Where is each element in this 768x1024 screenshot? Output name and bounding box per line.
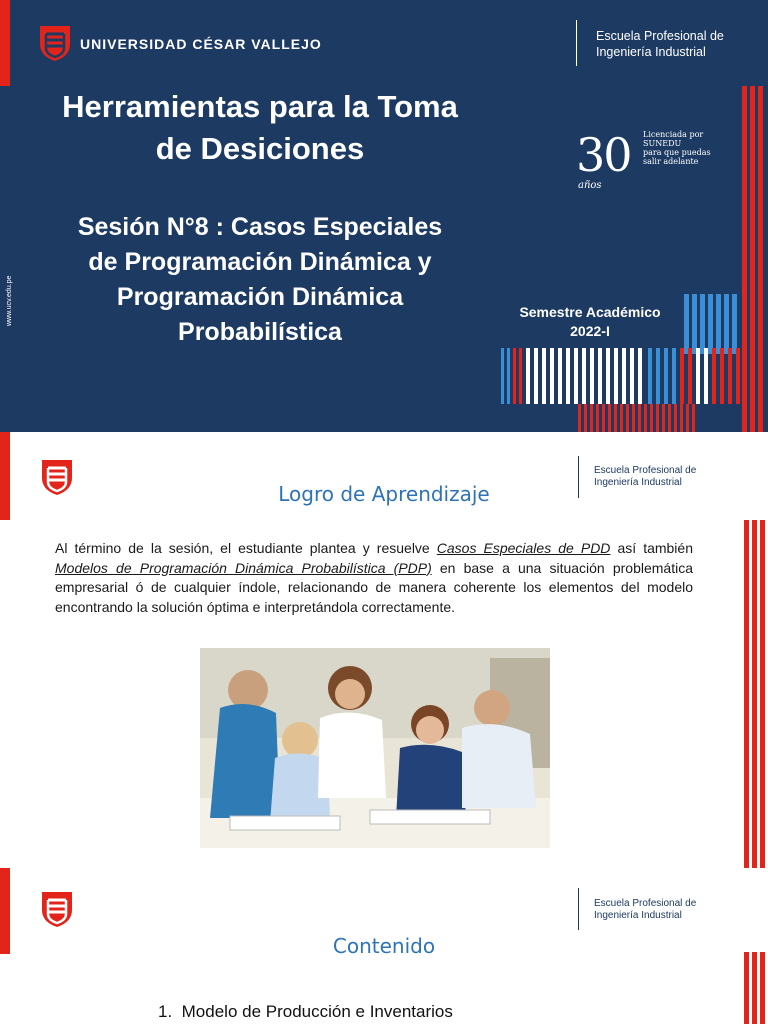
school-name — [596, 28, 724, 60]
semester-label: Semestre Académico — [519, 304, 661, 320]
session-title — [20, 210, 500, 350]
decorative-stripes — [498, 86, 768, 432]
school-line-2: Ingeniería Industrial — [594, 477, 682, 488]
text-italic-2: Modelos de Programación Dinámica Probabilística (PDP) — [55, 559, 432, 576]
school-name — [594, 898, 696, 922]
decorative-stripes — [740, 952, 768, 1024]
school-line-1: Escuela Profesional de — [596, 29, 724, 43]
anniversary-number: 30 — [576, 128, 631, 182]
course-title-line-2: de Desiciones — [155, 131, 365, 166]
session-title-line-2: de Programación Dinámica y — [88, 248, 432, 276]
school-line-1: Escuela Profesional de — [594, 465, 697, 476]
license-line-4: salir adelante — [643, 157, 699, 166]
text-part-2: así también — [610, 540, 693, 556]
text-part-1: Al término de la sesión, el estudiante plantea y resuelve — [55, 540, 437, 556]
list-item-label: Modelo de Producción e Inventarios — [181, 1002, 453, 1021]
left-red-accent — [0, 0, 10, 86]
left-red-accent — [0, 432, 10, 520]
students-group-photo — [200, 648, 550, 848]
decorative-stripes — [740, 520, 768, 868]
section-heading: Contenido — [332, 934, 436, 958]
list-item-number: 1. — [158, 1002, 173, 1021]
text-part-3: en base a una situación problemática empresarial ó de cualquier índole, relacionando de manera coherente los elementos del modelo encontrando la solución óptima e interpretándola correctamente. — [55, 559, 693, 615]
school-line-1: Escuela Profesional de — [594, 898, 697, 909]
license-line-1: Licenciada por — [643, 130, 704, 139]
license-line-3: para que puedas — [643, 148, 711, 157]
header-divider — [578, 888, 579, 930]
title-slide — [0, 0, 768, 432]
license-line-2: SUNEDU — [643, 139, 682, 148]
school-line-2: Ingeniería Industrial — [596, 45, 706, 59]
semester-value: 2022-I — [570, 323, 610, 339]
contents-slide — [0, 868, 768, 1024]
header-divider — [576, 20, 577, 66]
session-title-line-4: Probabilística — [178, 318, 342, 346]
course-title-line-1: Herramientas para la Toma — [62, 89, 458, 124]
learning-goal-text — [55, 539, 693, 617]
session-title-line-3: Programación Dinámica — [116, 283, 404, 311]
university-logo-icon — [38, 24, 72, 62]
anniversary-word: años — [578, 180, 602, 191]
session-title-line-1: Sesión N°8 : Casos Especiales — [77, 213, 443, 241]
website-url: www.ucv.edu.pe — [6, 275, 13, 326]
school-line-2: Ingeniería Industrial — [594, 910, 682, 921]
university-name: UNIVERSIDAD CÉSAR VALLEJO — [80, 36, 322, 52]
section-heading: Logro de Aprendizaje — [278, 482, 490, 506]
learning-goal-slide — [0, 432, 768, 868]
course-title — [20, 86, 500, 170]
list-item — [158, 1002, 453, 1022]
text-italic-1: Casos Especiales de PDD — [436, 540, 611, 556]
university-logo-icon — [40, 890, 74, 928]
